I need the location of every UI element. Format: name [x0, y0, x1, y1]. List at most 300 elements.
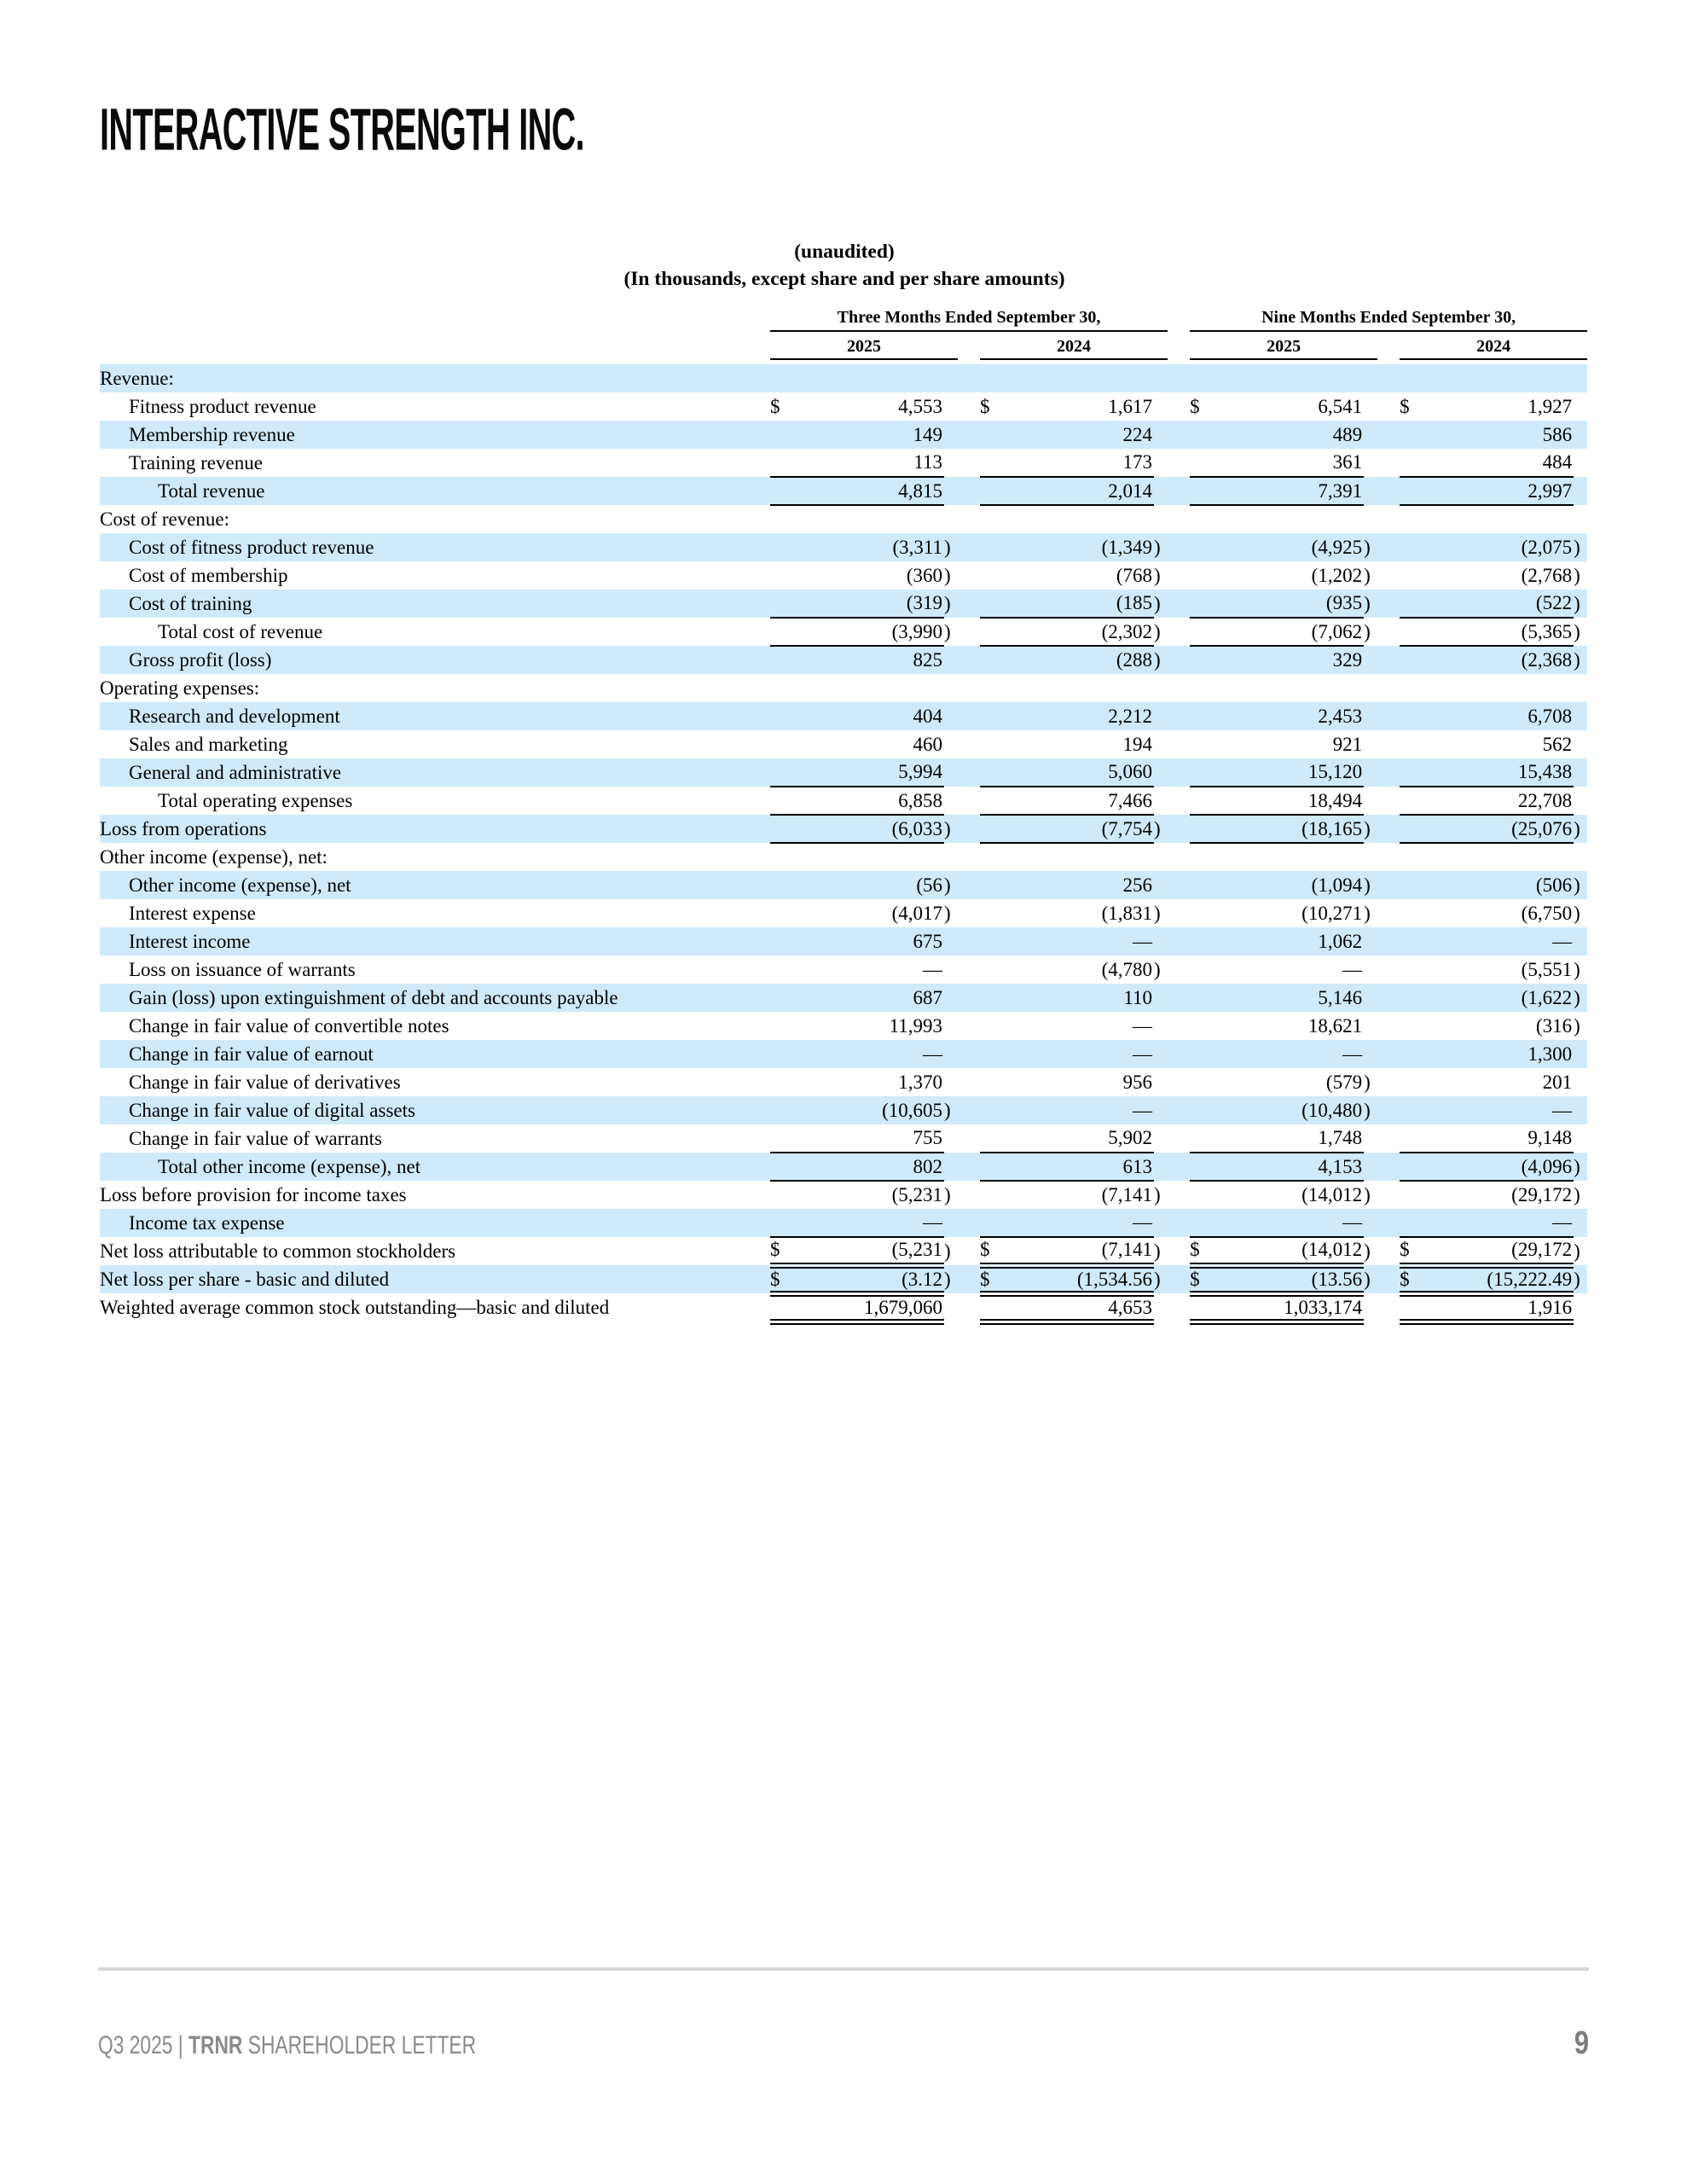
cell-dollar-sign: $	[1400, 1265, 1432, 1293]
cell-paren: )	[944, 1183, 951, 1205]
cell-dollar-sign: $	[770, 1237, 803, 1265]
cell-dollar-sign	[980, 787, 1012, 815]
cell-value: (185	[1012, 590, 1154, 618]
row-label: Change in fair value of warrants	[129, 1127, 382, 1149]
cell-value: 4,153	[1222, 1153, 1364, 1181]
cell-dollar-sign	[980, 1153, 1012, 1181]
cell-paren: )	[1574, 564, 1580, 586]
cell-paren: )	[1154, 1265, 1168, 1293]
cell-paren	[944, 843, 958, 871]
cell-value	[1432, 843, 1574, 871]
table-row	[100, 1153, 1587, 1181]
cell-dollar-sign: $	[1190, 1237, 1222, 1265]
cell-paren	[1154, 1068, 1168, 1096]
cell-value: (1,831	[1101, 902, 1152, 924]
cell-value: (56	[803, 871, 944, 899]
cell-value	[803, 674, 944, 702]
cell-paren	[1364, 1153, 1377, 1181]
cell-value: 1,748	[1222, 1124, 1364, 1153]
cell-value: (2,075	[1432, 533, 1574, 561]
cell-paren	[1364, 449, 1377, 477]
cell-paren	[1574, 449, 1587, 477]
cell-value: 2,997	[1432, 477, 1574, 505]
row-label: Gross profit (loss)	[100, 646, 748, 674]
cell-value	[1012, 674, 1154, 702]
cell-paren	[1574, 421, 1587, 449]
cell-value: 1,679,060	[803, 1293, 944, 1321]
cell-paren	[1154, 730, 1168, 758]
cell-paren	[1154, 758, 1168, 787]
cell-value: 5,994	[803, 758, 944, 787]
cell-value: (1,349	[1012, 533, 1154, 561]
cell-paren	[1574, 1124, 1587, 1153]
units-label: (In thousands, except share and per share amounts)	[623, 268, 1065, 290]
cell-value: (5,231	[891, 1184, 942, 1205]
cell-value	[1222, 674, 1364, 702]
cell-value: 6,541	[1318, 395, 1363, 417]
cell-value: 802	[803, 1153, 944, 1181]
cell-value: 194	[1122, 733, 1152, 755]
cell-dollar-sign	[980, 561, 1012, 590]
cell-paren: )	[944, 815, 958, 843]
cell-value: 755	[803, 1124, 944, 1153]
cell-value: 7,466	[1012, 787, 1154, 815]
cell-paren	[944, 787, 958, 815]
cell-dollar-sign	[770, 590, 803, 618]
cell-paren	[1364, 477, 1377, 505]
cell-value: 22,708	[1432, 787, 1574, 815]
cell-value: —	[1432, 1209, 1574, 1237]
unaudited-label: (unaudited)	[794, 241, 895, 263]
cell-paren: )	[1364, 871, 1377, 899]
cell-paren	[944, 1012, 958, 1040]
cell-dollar-sign	[980, 1293, 1012, 1321]
col-year-3m-2025: 2025	[770, 331, 958, 359]
cell-value: (319	[803, 590, 944, 618]
cell-dollar-sign	[770, 1293, 803, 1321]
cell-paren: )	[1154, 1240, 1161, 1262]
cell-value: (316	[1535, 1014, 1573, 1037]
cell-dollar-sign	[770, 1181, 803, 1209]
cell-paren: )	[1154, 1183, 1161, 1205]
cell-dollar-sign	[1400, 1012, 1432, 1040]
cell-value: 562	[1542, 733, 1573, 755]
cell-paren	[1574, 927, 1587, 956]
cell-paren: )	[1364, 902, 1371, 924]
cell-value: 1,062	[1222, 927, 1364, 956]
cell-dollar-sign	[1190, 590, 1222, 618]
cell-dollar-sign	[1190, 843, 1222, 871]
row-label: Change in fair value of derivatives	[129, 1071, 401, 1093]
table-row	[100, 1293, 1587, 1321]
table-row	[100, 449, 1587, 477]
table-row	[100, 618, 1587, 646]
page-number: 9	[1574, 2025, 1589, 2061]
cell-value: (935	[1222, 590, 1364, 618]
cell-value: —	[1133, 1014, 1152, 1037]
cell-dollar-sign	[1400, 787, 1432, 815]
cell-dollar-sign	[770, 871, 803, 899]
cell-paren: )	[1574, 1183, 1580, 1205]
cell-paren	[1574, 1040, 1587, 1068]
cell-dollar-sign	[770, 533, 803, 561]
cell-value: (2,768	[1521, 564, 1573, 586]
cell-paren	[1364, 702, 1377, 730]
cell-paren	[1154, 984, 1168, 1012]
row-label: Weighted average common stock outstanding—basic and diluted	[100, 1296, 610, 1318]
cell-dollar-sign	[770, 956, 803, 984]
cell-value: 489	[1222, 421, 1364, 449]
cell-dollar-sign	[980, 984, 1012, 1012]
cell-dollar-sign	[1190, 758, 1222, 787]
cell-value: —	[803, 1040, 944, 1068]
cell-paren: )	[1574, 984, 1587, 1012]
cell-dollar-sign	[770, 899, 803, 927]
cell-value: (4,925	[1222, 533, 1364, 561]
cell-dollar-sign: $	[980, 1265, 1012, 1293]
cell-value: (579	[1325, 1071, 1363, 1093]
income-statement-table	[100, 299, 1587, 1325]
cell-dollar-sign	[980, 1209, 1012, 1237]
table-row	[100, 956, 1587, 984]
table-row	[100, 477, 1587, 505]
cell-dollar-sign	[980, 590, 1012, 618]
cell-dollar-sign	[1400, 927, 1432, 956]
row-label: Operating expenses:	[100, 677, 260, 699]
cell-value: 6,858	[803, 787, 944, 815]
cell-value: (29,172	[1432, 1237, 1574, 1265]
cell-paren	[1364, 1124, 1377, 1153]
cell-value: 2,453	[1222, 702, 1364, 730]
cell-value: 11,993	[889, 1014, 942, 1037]
cell-dollar-sign	[770, 674, 803, 702]
year-header-row	[100, 331, 1587, 359]
cell-value: 1,033,174	[1222, 1293, 1364, 1321]
col-year-3m-2024: 2024	[980, 331, 1168, 359]
cell-dollar-sign	[1400, 956, 1432, 984]
cell-value: 613	[1012, 1153, 1154, 1181]
cell-paren: )	[1364, 1265, 1377, 1293]
cell-dollar-sign	[1190, 449, 1222, 477]
row-label: Sales and marketing	[129, 733, 288, 755]
cell-dollar-sign: $	[1190, 1265, 1222, 1293]
cell-dollar-sign	[1400, 815, 1432, 843]
cell-paren	[1154, 505, 1168, 533]
cell-paren	[1154, 392, 1168, 421]
row-label: Total revenue	[100, 477, 748, 505]
table-row	[100, 984, 1587, 1012]
cell-value: 2,014	[1012, 477, 1154, 505]
cell-paren	[1154, 1209, 1168, 1237]
cell-paren	[1364, 505, 1377, 533]
cell-dollar-sign	[980, 758, 1012, 787]
cell-paren	[1574, 702, 1587, 730]
cell-value	[1012, 843, 1154, 871]
cell-dollar-sign	[1400, 730, 1432, 758]
cell-value: (15,222.49	[1432, 1265, 1574, 1293]
cell-paren	[1574, 843, 1587, 871]
cell-dollar-sign: $	[770, 395, 780, 417]
cell-dollar-sign	[980, 618, 1012, 646]
cell-dollar-sign	[1400, 533, 1432, 561]
cell-dollar-sign	[770, 1209, 803, 1237]
cell-paren: )	[1574, 1014, 1580, 1037]
cell-dollar-sign	[1190, 1153, 1222, 1181]
cell-value: —	[1342, 958, 1363, 980]
cell-paren	[1574, 1068, 1587, 1096]
cell-value: 5,060	[1012, 758, 1154, 787]
cell-dollar-sign	[770, 702, 803, 730]
cell-dollar-sign	[980, 421, 1012, 449]
cell-paren	[944, 1209, 958, 1237]
cell-value: 484	[1432, 449, 1574, 477]
cell-value: (5,551	[1521, 958, 1573, 980]
footer-text	[98, 2031, 476, 2060]
cell-dollar-sign	[1190, 421, 1222, 449]
cell-paren	[944, 674, 958, 702]
row-label: Research and development	[100, 702, 748, 730]
cell-dollar-sign	[770, 646, 803, 674]
cell-value	[1222, 505, 1364, 533]
cell-dollar-sign	[1190, 899, 1222, 927]
cell-paren	[944, 421, 958, 449]
cell-paren	[1574, 1293, 1587, 1321]
cell-paren	[1364, 927, 1377, 956]
cell-dollar-sign	[770, 364, 803, 392]
row-label: Net loss per share - basic and diluted	[100, 1265, 748, 1293]
row-label: Fitness product revenue	[129, 395, 316, 417]
row-label: Change in fair value of convertible notes	[129, 1014, 449, 1037]
cell-value	[1012, 505, 1154, 533]
cell-value: —	[923, 958, 942, 980]
cell-value: 329	[1222, 646, 1364, 674]
table-row	[100, 674, 1587, 702]
cell-value	[1012, 364, 1154, 392]
cell-value: —	[1012, 1209, 1154, 1237]
cell-paren	[1154, 1124, 1168, 1153]
cell-paren: )	[1364, 1071, 1371, 1093]
cell-paren	[1574, 1209, 1587, 1237]
cell-paren	[1154, 1153, 1168, 1181]
cell-value: (2,302	[1012, 618, 1154, 646]
row-label: Loss before provision for income taxes	[100, 1183, 407, 1205]
cell-paren	[944, 956, 958, 984]
cell-paren	[1154, 871, 1168, 899]
cell-dollar-sign	[770, 561, 803, 590]
cell-dollar-sign	[770, 1096, 803, 1124]
cell-paren	[1574, 364, 1587, 392]
cell-dollar-sign	[770, 815, 803, 843]
cell-paren: )	[1574, 1240, 1580, 1262]
cell-value: (506	[1432, 871, 1574, 899]
cell-dollar-sign	[1190, 561, 1222, 590]
row-label: Total operating expenses	[158, 789, 353, 811]
cell-value: 825	[803, 646, 944, 674]
cell-value: (3,990	[803, 618, 944, 646]
cell-paren	[944, 1040, 958, 1068]
cell-paren: )	[1574, 646, 1587, 674]
cell-value: (1,622	[1432, 984, 1574, 1012]
cell-value: —	[803, 1209, 944, 1237]
cell-dollar-sign	[1190, 618, 1222, 646]
col-group-nine-months: Nine Months Ended September 30,	[1190, 299, 1587, 331]
cell-paren	[1154, 364, 1168, 392]
row-label: Revenue:	[100, 364, 748, 392]
table-row	[100, 561, 1587, 590]
table-row	[100, 815, 1587, 843]
cell-value: (14,012	[1301, 1184, 1363, 1205]
cell-paren	[944, 730, 958, 758]
table-row	[100, 392, 1587, 421]
cell-dollar-sign	[980, 843, 1012, 871]
cell-paren	[1574, 758, 1587, 787]
cell-dollar-sign	[1190, 956, 1222, 984]
footer-divider	[98, 1967, 1589, 1971]
cell-dollar-sign	[980, 533, 1012, 561]
cell-value: —	[1012, 1096, 1154, 1124]
cell-dollar-sign	[1190, 1096, 1222, 1124]
cell-value: (768	[1116, 564, 1152, 586]
cell-dollar-sign: $	[1400, 1237, 1432, 1265]
cell-paren: )	[944, 1240, 951, 1262]
cell-dollar-sign	[770, 1124, 803, 1153]
cell-paren	[1154, 1040, 1168, 1068]
cell-paren	[1364, 730, 1377, 758]
cell-value: (7,141	[1101, 1184, 1152, 1205]
cell-paren	[944, 646, 958, 674]
cell-value: 256	[1012, 871, 1154, 899]
cell-dollar-sign	[1400, 646, 1432, 674]
row-label: Gain (loss) upon extinguishment of debt and accounts payable	[100, 984, 748, 1012]
cell-value	[1432, 505, 1574, 533]
cell-value: 1,617	[1108, 395, 1152, 417]
cell-dollar-sign	[1190, 927, 1222, 956]
cell-dollar-sign	[1400, 1068, 1432, 1096]
cell-paren	[1364, 421, 1377, 449]
cell-paren	[1574, 505, 1587, 533]
cell-paren	[1154, 1012, 1168, 1040]
cell-value: 1,300	[1432, 1040, 1574, 1068]
cell-value: 15,120	[1222, 758, 1364, 787]
cell-dollar-sign	[980, 730, 1012, 758]
cell-dollar-sign	[770, 730, 803, 758]
cell-value: (2,368	[1432, 646, 1574, 674]
cell-value	[803, 505, 944, 533]
cell-value	[1432, 674, 1574, 702]
cell-dollar-sign	[1190, 984, 1222, 1012]
cell-dollar-sign: $	[1190, 395, 1200, 417]
col-year-9m-2024: 2024	[1400, 331, 1587, 359]
table-header	[100, 299, 1587, 364]
cell-dollar-sign	[980, 702, 1012, 730]
table-row	[100, 505, 1587, 533]
cell-dollar-sign	[1400, 984, 1432, 1012]
cell-value: 149	[803, 421, 944, 449]
cell-dollar-sign	[1400, 1124, 1432, 1153]
cell-paren: )	[944, 1096, 958, 1124]
cell-dollar-sign	[1190, 815, 1222, 843]
cell-paren	[1574, 730, 1587, 758]
cell-value: (5,365	[1432, 618, 1574, 646]
cell-value: (4,780	[1101, 958, 1152, 980]
cell-value: 18,621	[1307, 1014, 1363, 1037]
cell-dollar-sign: $	[770, 1265, 803, 1293]
cell-dollar-sign	[1400, 1209, 1432, 1237]
cell-dollar-sign	[770, 477, 803, 505]
cell-dollar-sign	[1400, 758, 1432, 787]
cell-dollar-sign	[770, 758, 803, 787]
row-label: General and administrative	[100, 758, 748, 787]
cell-value: (1,094	[1222, 871, 1364, 899]
cell-paren: )	[1574, 902, 1580, 924]
cell-dollar-sign	[1190, 1012, 1222, 1040]
cell-paren: )	[944, 620, 951, 642]
cell-value: (18,165	[1222, 815, 1364, 843]
row-label: Income tax expense	[100, 1209, 748, 1237]
cell-value: (7,141	[1012, 1237, 1154, 1265]
cell-dollar-sign	[770, 421, 803, 449]
cell-dollar-sign	[770, 1153, 803, 1181]
cell-value: 1,916	[1432, 1293, 1574, 1321]
cell-value: —	[1432, 1096, 1574, 1124]
cell-dollar-sign	[770, 984, 803, 1012]
cell-dollar-sign	[1190, 477, 1222, 505]
cell-value: (522	[1432, 590, 1574, 618]
cell-paren	[944, 449, 958, 477]
cell-dollar-sign	[980, 1181, 1012, 1209]
cell-dollar-sign	[980, 1040, 1012, 1068]
cell-value: —	[1012, 927, 1154, 956]
cell-paren	[1364, 392, 1377, 421]
table-row	[100, 702, 1587, 730]
cell-value: 5,902	[1012, 1124, 1154, 1153]
cell-paren: )	[1574, 1265, 1587, 1293]
cell-paren	[944, 1068, 958, 1096]
table-row	[100, 871, 1587, 899]
cell-value: 4,553	[898, 395, 942, 417]
cell-value: (3,311	[803, 533, 944, 561]
cell-paren	[1154, 674, 1168, 702]
cell-value: (6,750	[1521, 902, 1573, 924]
cell-dollar-sign	[1190, 505, 1222, 533]
cell-dollar-sign	[980, 815, 1012, 843]
cell-paren: )	[1364, 815, 1377, 843]
cell-paren: )	[1574, 815, 1587, 843]
cell-paren: )	[1364, 620, 1371, 642]
table-subtitles	[100, 238, 1589, 293]
cell-dollar-sign	[1190, 364, 1222, 392]
cell-paren: )	[944, 871, 958, 899]
footer-ticker: TRNR	[188, 2031, 243, 2059]
cell-paren	[1364, 984, 1377, 1012]
cell-paren	[1364, 787, 1377, 815]
cell-dollar-sign	[770, 449, 803, 477]
cell-paren: )	[1574, 590, 1587, 618]
cell-dollar-sign	[1190, 1181, 1222, 1209]
cell-paren	[1154, 449, 1168, 477]
cell-paren	[1364, 364, 1377, 392]
cell-value: (4,017	[891, 902, 942, 924]
company-logo: INTERACTIVE STRENGTH INC.	[100, 96, 585, 163]
cell-dollar-sign	[1400, 702, 1432, 730]
row-label: Other income (expense), net	[100, 871, 748, 899]
cell-paren	[1154, 787, 1168, 815]
cell-dollar-sign	[1400, 618, 1432, 646]
cell-paren	[944, 758, 958, 787]
cell-dollar-sign	[980, 927, 1012, 956]
cell-value: (10,605	[803, 1096, 944, 1124]
cell-dollar-sign	[1190, 533, 1222, 561]
